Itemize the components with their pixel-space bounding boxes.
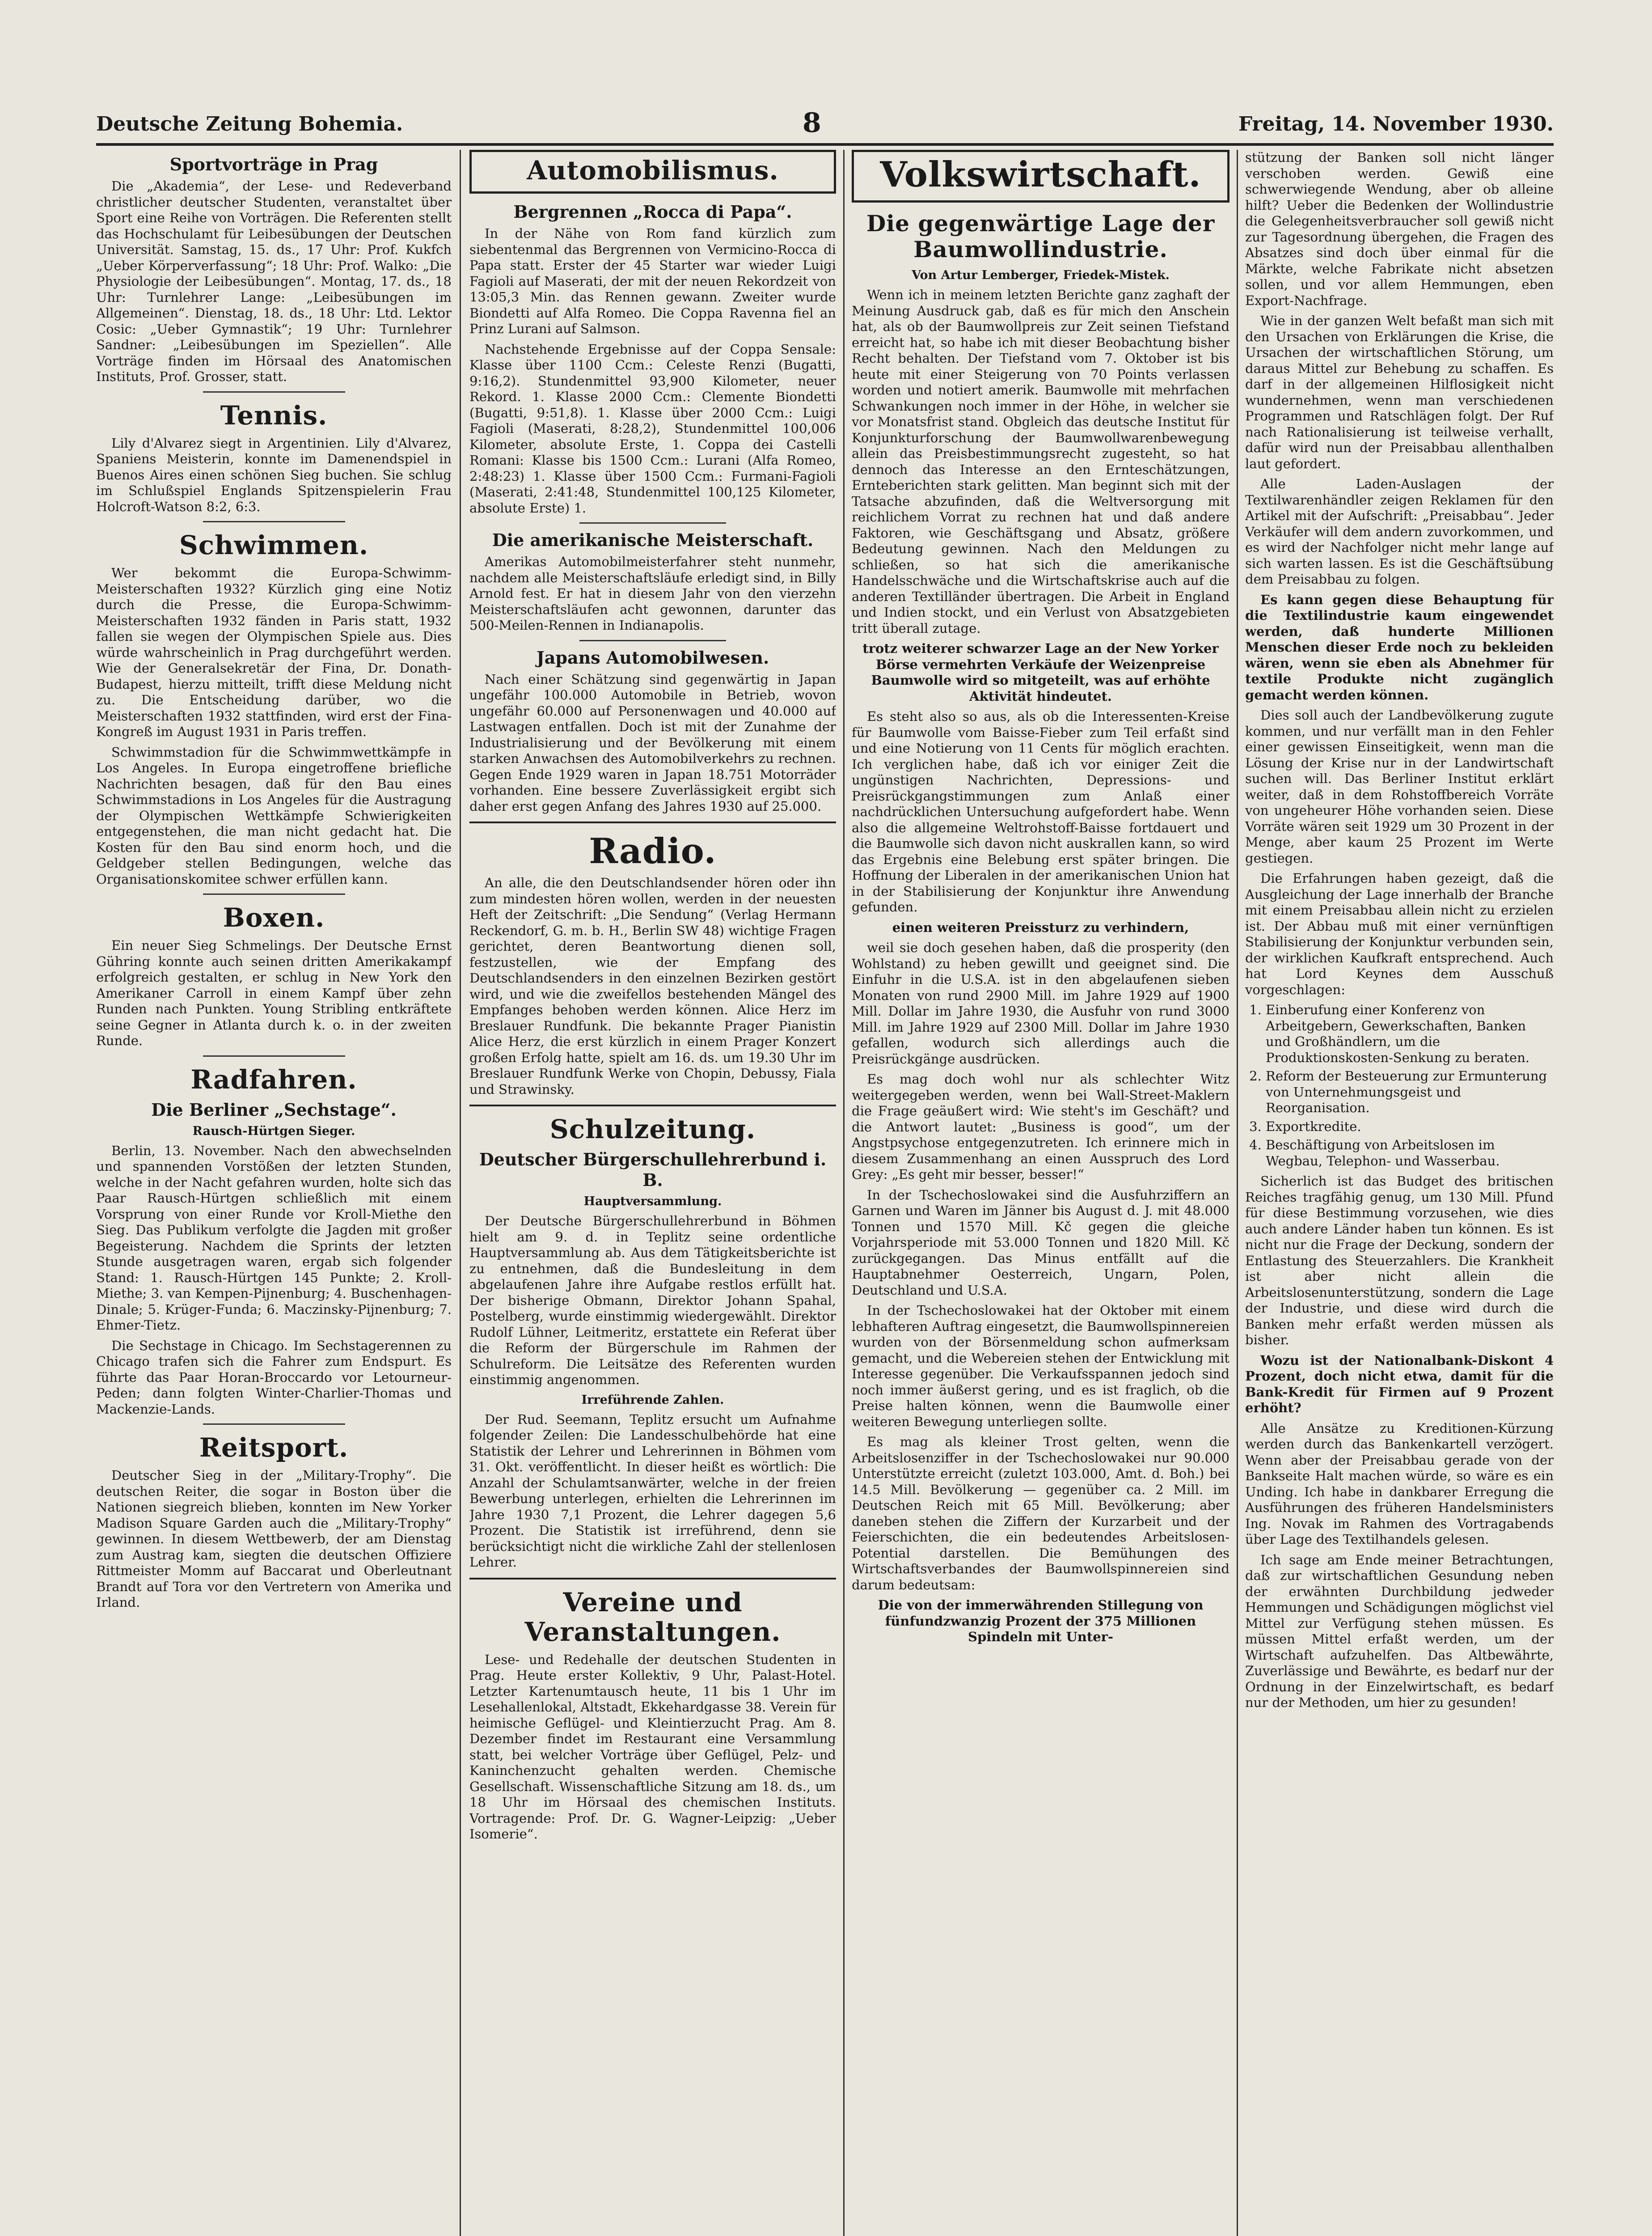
section-heading: Reitsport. [199,1432,349,1463]
section-heading: Sportvorträge in Prag [169,154,378,174]
article-subheading: Irreführende Zahlen. [581,1393,724,1407]
divider [203,894,345,895]
list-item: 4. Beschäftigung von Arbeitslosen im Wegbau, Telephon- und Wasserbau. [1266,1137,1554,1169]
article-subheading: Hauptversammlung. [583,1194,722,1208]
divider [203,1055,345,1057]
article-text: Berlin, 13. November. Nach den abwechselnden und spannenden Vorstößen der letzten Stunden, welche in der Nacht gefahren wurden, holte sich das Paar Rausch-Hürtgen schließlich mit einem Vorsprung von einer Runde vor Kroll-Miethe den Sieg. Das Publikum verfolgte die Jagden mit großer Begeisterung. Nachdem die Sprints der letzten Stunde ausgetragen waren, ergab sich folgender Stand: 1. Rausch-Hürtgen 145 Punkte; 2. Kroll-Miethe; 3. van Kempen-Pijnenburg; 4. Buschenhagen-Dinale; 5. Krüger-Funda; 6. Maczinsky-Pijnenburg; 7. Ehmer-Tietz. [96,1143,452,1333]
page-number: 8 [803,107,821,139]
article-emphasis: Es kann gegen diese Behauptung für die Textilindustrie kaum eingewendet werden, daß hunderte Millionen Menschen dieser Erde noch zu bekleiden wären, wenn sie eben als Abnehmer für textile Produkte nicht zugänglich gemacht werden können. [1245,592,1554,703]
section-heading: Schwimmen. [179,530,369,560]
article-subheading: Rausch-Hürtgen Sieger. [192,1124,355,1138]
article-text: Alle Ansätze zu Kreditionen-Kürzung werden durch das Bankenkartell verzögert. Wenn aber der Preisabbau gerade von der Bankseite Halt machen würde, so wäre es ein Unding. Ich habe in dankbarer Erregung die Ausführungen des früheren Handelsministers Ing. Novak im Rahmen des Vortragabends über Lage des Textilhandels gelesen. [1245,1420,1554,1547]
article-subheading: Japans Automobilwesen. [536,647,769,668]
article-subheading: Deutscher Bürgerschullehrerbund i. B. [479,1149,827,1190]
column-rule [1237,150,1238,2236]
section-heading: Volkswirtschaft. [880,154,1201,195]
article-text: Ein neuer Sieg Schmelings. Der Deutsche Ernst Gühring konnte auch seinen dritten Amerikakampf erfolgreich gestalten, er schlug in New York den Amerikaner Carroll in einem Kampf über zehn Runden nach Punkten. Young Stribling entkräftete seine Gegner in Atlanta durch k. o. in der zweiten Runde. [96,938,452,1048]
article-text: Nachstehende Ergebnisse auf der Coppa Sensale: Klasse über 1100 Ccm.: Celeste Renzi (Bugatti, 9:16,2). Stundenmittel 93,900 Kilometer, neuer Rekord. 1. Klasse 2000 Ccm.: Clemente Biondetti (Bugatti, 9:51,8). 1. Klasse über 2000 Ccm.: Luigi Fagioli (Maserati, 8:28,2), Stundenmittel 100,006 Kilometer, absolute Erste, 1. Coppa dei Castelli Romani: Klasse bis 1500 Ccm.: Lurani (Alfa Romeo, 2:48:23) 1. Klasse über 1500 Ccm.: Furmani-Fagioli (Maserati, 2:41:48, Stundenmittel 100,125 Kilometer, absolute Erste) 1. [469,341,836,516]
proposal-list [1245,1002,1554,1169]
article-text: Lese- und Redehalle der deutschen Studenten in Prag. Heute erster Kollektiv, 9 Uhr, Palast-Hotel. Letzter Kartenumtausch heute, 11 bis 1 Uhr im Lesehallenlokal, Altstadt, Ekkehardgasse 38. Verein für heimische Geflügel- und Kleintierzucht Prag. Am 8. Dezember findet im Restaurant eine Versammlung statt, bei welcher Vorträge über Geflügel, Pelz- und Kaninchenzucht gehalten werden. Chemische Gesellschaft. Wissenschaftliche Sitzung am 18. ds., um 18 Uhr im Hörsaal des chemischen Instituts. Vortragende: Prof. Dr. G. Wagner-Leipzig: „Ueber Isomerie“. [469,1652,836,1842]
section-heading: Radfahren. [190,1064,357,1095]
article-text: Es mag doch wohl nur als schlechter Witz weitergegeben werden, wenn bei Wall-Street-Maklern die Frage geäußert wird: Wie steht's im Geschäft? und die Antwort lautet: „Business is good“, um der Angstpsychose entgegenzutreten. Ich erinnere mich in diesem Zusammenhang an einen Ausspruch des Lord Grey: „Es geht mir besser, besser!“ [852,1071,1229,1182]
page-header [96,103,1554,146]
article-text: Wer bekommt die Europa-Schwimm-Meisterschaften 1932? Kürzlich ging eine Notiz durch die Presse, die Europa-Schwimm-Meisterschaften 1932 fänden in Paris statt, 1932 fallen sie wegen der Olympischen Spiele aus. Dies würde wahrscheinlich in Prag durchgeführt werden. Wie der Generalsekretär der Fina, Dr. Donath-Budapest, hierzu mitteilt, trifft diese Meldung nicht zu. Die Entscheidung darüber, wo die Meisterschaften 1932 stattfinden, wird erst der Fina-Kongreß im August 1931 in Paris treffen. [96,565,452,739]
section-heading: Vereine und Veranstaltungen. [524,1587,781,1647]
article-text: Sicherlich ist das Budget des britischen Reiches tragfähig genug, um 130 Mill. Pfund für diese Bestimmung vorzusehen, wie dies auch andere Länder haben tun können. Es ist nicht nur die Frage der Deckung, sondern der Entlastung des Steuerzahlers. Die Krankheit ist aber nicht allein die Arbeitslosenunterstützung, sondern die Lage der Industrie, und diese wird durch die Banken mehr erfaßt werden müssen als bisher. [1245,1173,1554,1347]
article-text: Lily d'Alvarez siegt in Argentinien. Lily d'Alvarez, Spaniens Meisterin, konnte im Damenendspiel in Buenos Aires einen schönen Sieg buchen. Sie schlug im Schlußspiel Englands Spitzenspielerin Frau Holcroft-Watson 8:2, 6:3. [96,435,452,514]
article-text: Alle Laden-Auslagen der Textilwarenhändler zeigen Reklamen für den Artikel mit der Aufschrift: „Preisabbau“. Jeder Verkäufer will dem andern zuvorkommen, und es wird der Nachfolger nicht mehr lange auf sich warten lassen. Es ist die Geschäftsübung dem Preisabbau zu folgen. [1245,476,1554,587]
divider [203,1423,345,1425]
article-text: Der Deutsche Bürgerschullehrerbund in Böhmen hielt am 9. d. in Teplitz seine ordentliche Hauptversammlung ab. Aus dem Tätigkeitsberichte ist zu entnehmen, daß die Bundesleitung in dem abgelaufenen Jahre ihre Aufgabe restlos erfüllt hat. Der bisherige Obmann, Direktor Johann Spahal, Postelberg, wurde einstimmig wiedergewählt. Direktor Rudolf Lühner, Leitmeritz, erstattete ein Referat über die Reform der Bürgerschule im Rahmen der Schulreform. Die Leitsätze des Referenten wurden einstimmig angenommen. [469,1213,836,1387]
article-text: Amerikas Automobilmeisterfahrer steht nunmehr, nachdem alle Meisterschaftsläufe erledigt sind, in Billy Arnold fest. Er hat in diesem Jahr von den vierzehn Meisterschaftsläufen acht gewonnen, darunter das 500-Meilen-Rennen in Indianapolis. [469,554,836,633]
section-heading: Radio. [589,831,717,872]
divider [579,640,726,641]
column-rule [460,150,461,2236]
divider [469,822,836,823]
section-heading: Schulzeitung. [549,1114,756,1144]
article-text: Nach einer Schätzung sind gegenwärtig in Japan ungefähr 100.000 Automobile in Betrieb, wovon ungefähr 60.000 auf Personenwagen und 40.000 auf Lastwagen entfallen. Doch ist mit der Zunahme der Industrialisierung und der Bevölkerung mit einem starken Anwachsen des Automobilverkehrs zu rechnen. Gegen Ende 1929 waren in Japan 18.751 Motorräder vorhanden. Eine bessere Zuverlässigkeit ergibt sich daher erst gegen Anfang des Jahres 1930 auf 25.000. [469,671,836,814]
divider [203,391,345,393]
article-text: Dies soll auch der Landbevölkerung zugute kommen, und nur verfällt man in den Fehler einer gewissen Einseitigkeit, wenn man die Lösung der Krise nur in der Landwirtschaft suchen will. Das Berliner Institut erklärt weiter, daß in dem Rohstoffbereich Vorräte von ungeheurer Höhe vorhanden seien. Diese Vorräte wären seit 1929 um 30 Prozent in der Menge, aber kaum 25 Prozent im Werte gestiegen. [1245,707,1554,866]
column-economy-continued [1245,150,1554,2236]
section-title-box [852,150,1229,203]
article-text: Wenn ich in meinem letzten Berichte ganz zaghaft der Meinung Ausdruck gab, daß es für mich den Anschein hat, als ob der Baumwollpreis zur Zeit seinen Tiefstand erreicht hat, so habe ich mit dieser Beobachtung bisher Recht behalten. Der Tiefstand vom 7. Oktober ist bis heute mit einer Steigerung von 70 Points verlassen worden und notiert amerik. Baumwolle mit mehrfachen Schwankungen noch immer in der Höhe, in welcher sie vor Monatsfrist stand. Obgleich das deutsche Institut für Konjunkturforschung der Baumwollwarenbewegung allein das Preisbestimmungsrecht zugesteht, so hat dennoch das Interesse an den Ernteschätzungen, Ernteberichten stark gelitten. Man beginnt sich mit der Tatsache abzufinden, daß die Weltversorgung mit reichlichem Vorrat zu rechnen hat und daß andere Faktoren, wie Geschäftsgang und Absatz, größere Bedeutung gewinnen. Nach den Meldungen zu schließen, so hat sich die amerikanische Handelsschwäche und die Wirtschaftskrise auch auf die anderen Textilländer übertragen. Die Arbeit in England und Indien stockt, und ein Verlust von Absatzgebieten tritt überall zutage. [852,287,1229,636]
list-item: 1. Einberufung einer Konferenz von Arbeitgebern, Gewerkschaften, Banken und Großhändlern, um die Produktionskosten-Senkung zu beraten. [1266,1002,1554,1066]
divider [469,1105,836,1106]
article-text: In der Tschechoslowakei sind die Ausfuhrziffern an Garnen und Waren im Jänner bis August d. J. mit 48.000 Tonnen und 1570 Mill. Kč gegen die gleiche Vorjahrsperiode mit 53.000 Tonnen und 1820 Mill. Kč zurückgegangen. Das Minus entfällt auf die Hauptabnehmer Oesterreich, Ungarn, Polen, Deutschland und U.S.A. [852,1187,1229,1298]
article-text: Deutscher Sieg in der „Military-Trophy“. Die deutschen Reiter, die sogar in Boston über die Nationen siegreich blieben, konnten im New Yorker Madison Square Garden auch die „Military-Trophy“ gewinnen. In diesem Wettbewerb, der am Dienstag zum Austrag kam, siegten die deutschen Offiziere Rittmeister Momm auf Baccarat und Oberleutnant Brandt auf Tora vor den Vertretern von Amerika und Irland. [96,1468,452,1610]
article-subheading: Die amerikanische Meisterschaft. [492,530,814,550]
article-text: stützung der Banken soll nicht länger verschoben werden. Gewiß eine schwerwiegende Wendung, aber ob alleine hilft? Ueber die Bedenken der Wollindustrie die Gelegenheitsverbraucher soll gewiß nicht zur Tagesordnung übergehen, die Fragen des Absatzes sind doch über einmal für die Märkte, welche Fabrikate nicht absetzen sollen, und vor allem Hemmungen, eben Export-Nachfrage. [1245,150,1554,308]
article-text: Ich sage am Ende meiner Betrachtungen, daß zur wirtschaftlichen Gesundung neben der erwähnten Durchbildung jedweder Hemmungen und Schädigungen möglichst viel Mittel zur Verfügung stehen müssen. Es müssen Mittel erfaßt werden, um der Wirtschaft aufzuhelfen. Das Altbewährte, Zuverlässige und Bewährte, es bedarf nur der Ordnung in der Einzelwirtschaft, es bedarf nur der Methoden, um hier zu gesunden! [1245,1552,1554,1710]
article-headline: Die gegenwärtige Lage der Baumwollindustrie. [866,210,1215,263]
list-item: 2. Reform der Besteuerung zur Ermunterung von Unternehmungsgeist und Reorganisation. [1266,1068,1554,1116]
article-text: Die „Akademia“, der Lese- und Redeverband christlicher deutscher Studenten, veranstaltet über Sport eine Reihe von Vorträgen. Die Referenten stellt das Hochschulamt für Leibesübungen der Deutschen Universität. Samstag, 15. ds., 17 Uhr: Prof. Kukfch „Ueber Körperverfassung“; 18 Uhr: Prof. Walko: „Die Physiologie der Leibesübungen“. Montag, 17. ds., 18 Uhr: Turnlehrer Lange: „Leibesübungen im Allgemeinen“. Dienstag, 18. ds., 18 Uhr: Ltd. Lektor Cosic: „Ueber Gymnastik“; 19 Uhr: Turnlehrer Sandner: „Leibesübungen im Speziellen“. Alle Vorträge finden im Hörsaal des Anatomischen Instituts, Prof. Grosser, statt. [96,178,452,384]
article-subheading: Die Berliner „Sechstage“. [151,1099,397,1120]
section-heading: Automobilismus. [527,155,779,186]
article-author: Von Artur Lemberger, Friedek-Mistek. [912,268,1170,282]
article-emphasis: Die von der immerwährenden Stillegung von fünfundzwanzig Prozent der 375 Millionen Spindeln mit Unter- [878,1597,1204,1644]
issue-date: Freitag, 14. November 1930. [1238,113,1554,136]
section-heading: Tennis. [220,400,328,431]
divider [579,522,726,524]
column-auto-radio-school [469,150,836,2236]
column-rule [843,150,845,2236]
article-text: Die Erfahrungen haben gezeigt, daß die Ausgleichung der Lage innerhalb der Branche mit einem Preisabbau allein nicht zu erzielen ist. Der Abbau muß mit einer vernünftigen Stabilisierung der Konjunktur verbunden sein, der wirklichen Kaufkraft entsprechend. Auch hat Lord Keynes dem Ausschuß vorgeschlagen: [1245,871,1554,997]
column-sport [96,150,452,2236]
newspaper-name: Deutsche Zeitung Bohemia. [96,113,403,136]
list-item: 3. Exportkredite. [1266,1119,1554,1135]
article-emphasis: Wozu ist der Nationalbank-Diskont 4 Prozent, doch nicht etwa, damit für die Bank-Kredit für Firmen auf 9 Prozent erhöht? [1245,1352,1554,1415]
article-text: Die Sechstage in Chicago. Im Sechstagerennen zu Chicago trafen sich die Fahrer zum Endspurt. Es führte das Paar Horan-Broccardo vor Letourneur-Peden; dann folgten Winter-Charlier-Thomas und Mackenzie-Lands. [96,1338,452,1417]
article-text: Es mag als kleiner Trost gelten, wenn die Arbeitslosenziffer in der Tschechoslowakei nur 90.000 Unterstützte erreicht (zuletzt 103.000, Amt. d. Boh.) bei 14.5 Mill. Bevölkerung — gegenüber ca. 2 Mill. im Deutschen Reich mit 65 Mill. Bevölkerung; aber daneben stehen die Ziffern der Kurzarbeit und der Feierschichten, die ein bedeutendes Arbeitslosen-Potential darstellen. Die Bemühungen des Wirtschaftsverbandes der Baumwollspinnereien sind darum bedeutsam: [852,1434,1229,1592]
article-text: Wie in der ganzen Welt befaßt man sich mit den Ursachen von Erklärungen die Krise, die Ursachen der wirtschaftlichen Störung, um daraus Mittel zur Behebung zu schaffen. Es darf in der allgemeinen Hilflosigkeit nicht wundernehmen, wenn man verschiedenen Programmen und Ratschlägen folgt. Der Ruf nach Rationalisierung ist teilweise verhallt, dafür wird nun der Preisabbau allenthalben laut gefordert. [1245,313,1554,471]
article-text: Schwimmstadion für die Schwimmwettkämpfe in Los Angeles. In Europa eingetroffene briefliche Nachrichten besagen, daß für den Bau eines Schwimmstadions in Los Angeles für die Austragung der Olympischen Wettkämpfe Schwierigkeiten entgegenstehen, die man nicht gedacht hat. Die Kosten für den Bau sind enorm hoch, und die Geldgeber stellen Bedingungen, welche das Organisationskomitee schwer erfüllen kann. [96,744,452,887]
article-text: Der Rud. Seemann, Teplitz ersucht um Aufnahme folgender Zeilen: Die Landesschulbehörde hat eine Statistik der Lehrer und Lehrerinnen in Böhmen vom 31. Okt. veröffentlicht. In dieser heißt es wörtlich: Die Anzahl der Schulamtsanwärter, welche in der freien Bewerbung unterlegen, erhielten die Lehrerinnen im Jahre 1930 7,1 Prozent, die Lehrer dagegen 5,6 Prozent. Die Statistik ist irreführend, denn sie berücksichtigt nicht die wirkliche Zahl der stellenlosen Lehrer. [469,1411,836,1570]
column-economy [852,150,1229,2236]
article-text: Es steht also so aus, als ob die Interessenten-Kreise für Baumwolle vom Baisse-Fieber zum Teil erfaßt sind und eine Notierung von 11 Cents für möglich erachten. Ich verglichen habe, daß ich vor einiger Zeit die ungünstigen Nachrichten, Depressions- und Preisrückgangstimmungen zum Anlaß einer nachdrücklichen Untersuchung aufgefordert habe. Wenn also die allgemeine Weltrohstoff-Baisse fortdauert und die Baumwolle sich davon nicht auskrallen kann, so wird das Ergebnis eine Belebung erst später bringen. Die Hoffnung der Liberalen in der amerikanischen Union hat in der Stabilisierung der Konjunktur ihre Anwendung gefunden. [852,709,1229,915]
section-title-box [469,150,836,194]
article-text: An alle, die den Deutschlandsender hören oder ihn zum mindesten hören wollen, werden in der neuesten Heft der Zeitschrift: „Die Sendung“ (Verlag Hermann Reckendorf, G. m. b. H., Berlin SW 48) wichtige Fragen gerichtet, deren Beantwortung dienen soll, festzustellen, wie der Empfang des Deutschlandsenders in den einzelnen Bezirken gestört wird, und wie die zweifellos bestehenden Mängel des Empfanges behoben werden können. Alice Herz im Breslauer Rundfunk. Die bekannte Prager Pianistin Alice Herz, die erst kürzlich in einem Prager Konzert großen Erfolg hatte, spielt am 16. ds. um 19.30 Uhr im Breslauer Rundfunk Werke von Chopin, Debussy, Fiala und Strawinsky. [469,875,836,1097]
article-text: In der Tschechoslowakei hat der Oktober mit einem lebhafteren Auftrag eingesetzt, die Baumwollspinnereien wurden von der Börsenmeldung schon aufmerksam gemacht, und die Webereien stehen der Entwicklung mit Interesse gegenüber. Die Verkaufsspannen jedoch sind noch immer äußerst gering, und es ist fraglich, ob die Preise halten können, wenn die Baumwolle einer weiteren Bewegung unterliegen sollte. [852,1303,1229,1429]
article-text: In der Nähe von Rom fand kürzlich zum siebentenmal das Bergrennen von Vermicino-Rocca di Papa statt. Erster der 45 Starter war wieder Luigi Fagioli auf Maserati, der mit der neuen Rekordzeit von 13:05,3 Min. das Rennen gewann. Zweiter wurde Biondetti auf Alfa Romeo. Die Coppa Ravenna fiel an Prinz Lurani auf Salmson. [469,226,836,336]
article-text: weil sie doch gesehen haben, daß die prosperity (den Wohlstand) zu heben gewillt und geeignet sind. Die Einfuhr in die U.S.A. ist in den abgelaufenen sieben Monaten von rund 2900 Mill. im Jahre 1929 auf 1900 Mill. Dollar im Jahre 1930, die Ausfuhr von rund 3000 Mill. im Jahre 1929 auf 2300 Mill. Dollar im Jahre 1930 gefallen, wodurch sich allerdings auch die Preisrückgänge ausdrücken. [852,940,1229,1067]
article-emphasis: trotz weiterer schwarzer Lage an der New Yorker Börse vermehrten Verkäufe der Weizenpreise Baumwolle wird so mitgeteilt, was auf erhöhte Aktivität hindeutet. [862,641,1219,704]
divider [203,521,345,522]
divider [469,1578,836,1580]
article-emphasis: einen weiteren Preissturz zu verhindern, [892,919,1189,935]
article-subheading: Bergrennen „Rocca di Papa“. [513,202,792,222]
section-heading: Boxen. [223,902,325,933]
